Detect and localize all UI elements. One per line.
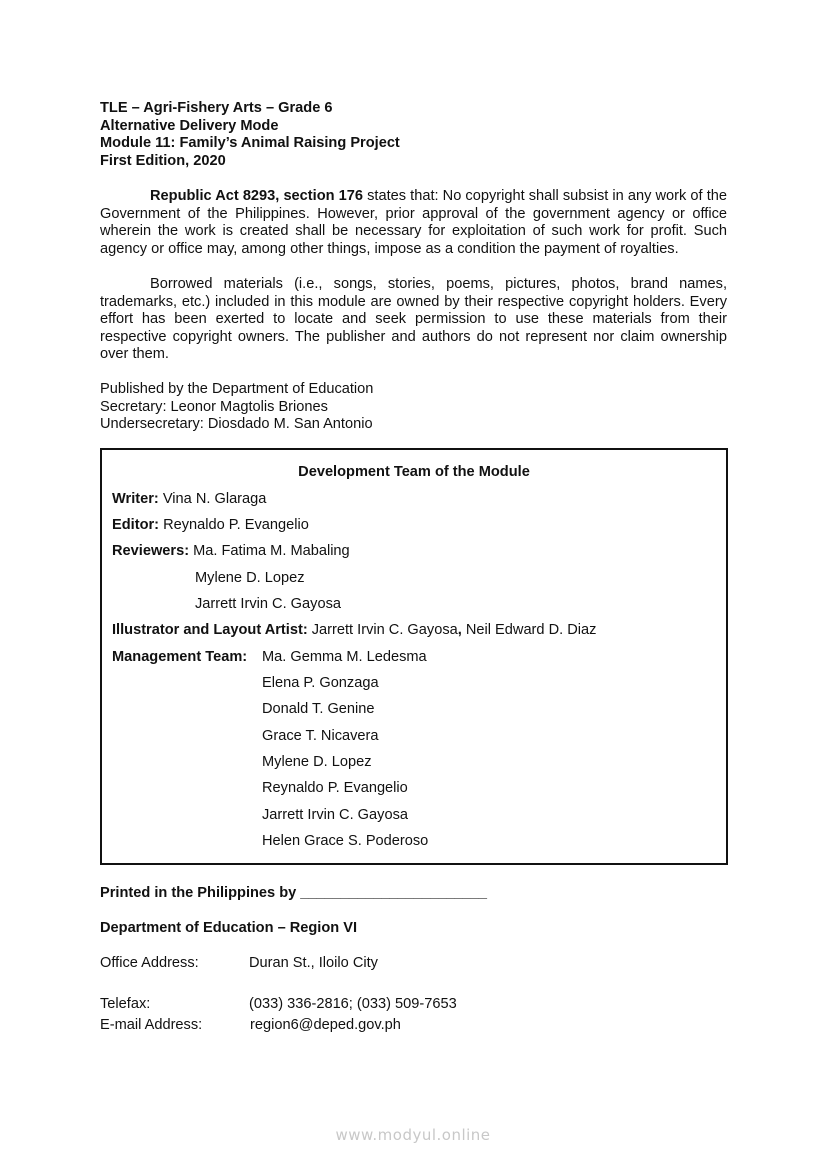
borrowed-materials-paragraph [100,276,727,364]
module-title-block [100,100,400,170]
title-line: Module 11: Family’s Animal Raising Project [100,135,400,152]
copyright-lead: Republic Act 8293, section 176 [150,188,363,204]
title-line: First Edition, 2020 [100,152,226,169]
management-label: Management Team: [112,649,248,665]
email-label: E-mail Address: [100,1017,203,1033]
email-value: region6@deped.gov.ph [250,1017,401,1033]
management-member: Donald T. Genine [262,701,375,717]
management-member: Ma. Gemma M. Ledesma [262,649,427,665]
publisher-line: Published by the Department of Education [100,381,374,397]
secretary-line: Secretary: Leonor Magtolis Briones [100,398,328,415]
illustrator-name: Jarrett Irvin C. Gayosa [311,622,458,638]
management-row [112,649,247,665]
editor-label: Editor: [112,517,160,533]
management-member: Grace T. Nicavera [262,728,379,744]
reviewer-name: Ma. Fatima M. Mabaling [193,543,350,559]
title-line: Alternative Delivery Mode [100,117,279,134]
telefax-label: Telefax: [100,996,151,1012]
illustrator-label: Illustrator and Layout Artist: [112,622,308,638]
publisher-block [100,381,373,434]
writer-row [112,491,266,507]
management-member: Reynaldo P. Evangelio [262,780,408,796]
illustrator-row [112,622,596,638]
reviewers-label: Reviewers: [112,543,190,559]
writer-name: Vina N. Glaraga [162,491,267,507]
reviewers-row [112,543,350,559]
illustrator-name: Neil Edward D. Diaz [465,622,597,638]
team-title: Development Team of the Module [298,464,530,480]
management-member: Mylene D. Lopez [262,754,372,770]
printed-by-line: Printed in the Philippines by _______________________ [100,885,487,901]
reviewer-name: Jarrett Irvin C. Gayosa [195,596,341,612]
development-team-box [100,448,728,865]
management-member: Elena P. Gonzaga [262,675,379,691]
copyright-paragraph [100,188,727,258]
management-member: Helen Grace S. Poderoso [262,833,429,849]
illustrator-separator: , [457,622,462,638]
reviewer-name: Mylene D. Lopez [195,570,305,586]
telefax-value: (033) 336-2816; (033) 509-7653 [249,996,457,1012]
region-heading: Department of Education – Region VI [100,920,358,936]
office-address-label: Office Address: [100,955,199,971]
title-line: TLE – Agri-Fishery Arts – Grade 6 [100,100,333,116]
editor-row [112,517,309,533]
copyright-text: states that: No copyright shall subsist in any work of the Government of the Philippines. However, prior approval of the government agency or office wherein the work is created shall be necessary for exploitation of such work for profit. Such agency or office may, among other things, impose as a condition the payment of royalties. [100,188,727,257]
writer-label: Writer: [112,491,159,507]
undersecretary-line: Undersecretary: Diosdado M. San Antonio [100,416,373,433]
office-address-value: Duran St., Iloilo City [249,955,378,971]
management-member: Jarrett Irvin C. Gayosa [262,807,408,823]
watermark: www.modyul.online [335,1126,491,1144]
editor-name: Reynaldo P. Evangelio [163,517,309,533]
borrowed-text: Borrowed materials (i.e., songs, stories, poems, pictures, photos, brand names, trademarks, etc.) included in this module are owned by their respective copyright holders. Every effort has been exerted to locate and seek permission to use these materials from their respective copyright owners. The publisher and authors do not represent nor claim ownership over them. [100,276,727,363]
